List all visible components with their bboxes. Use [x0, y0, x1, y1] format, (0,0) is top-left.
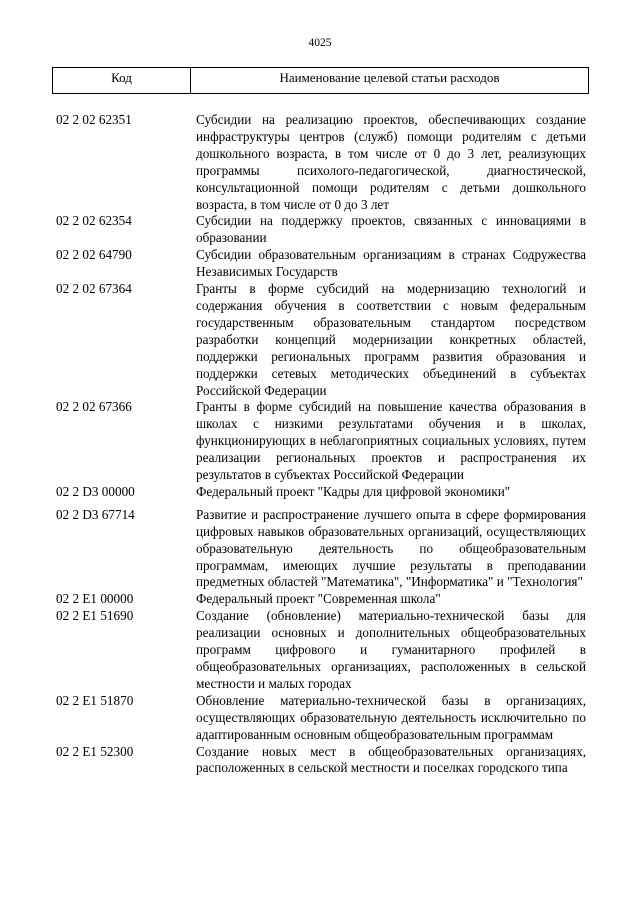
table-row	[0, 744, 640, 778]
row-code: 02 2 02 62351	[56, 112, 132, 127]
row-description: Создание (обновление) материально-технической базы для реализации основных и дополнительных общеобразовательных программ цифрового и гуманитарного профилей в общеобразовательных организациях, расположенных в сельской местности и малых городах	[196, 608, 586, 691]
table-row	[0, 484, 640, 501]
row-description: Федеральный проект "Современная школа"	[196, 591, 441, 607]
table-row	[0, 507, 640, 592]
row-description: Гранты в форме субсидий на повышение качества образования в школах с низкими результатами обучения и в школах, функционирующих в неблагоприятных социальных условиях, путем реализации региональных проектов и распространения их результатов в субъектах Российской Федерации	[196, 399, 586, 483]
row-description: Гранты в форме субсидий на модернизацию технологий и содержания обучения в соответствии с новым федеральным государственным образовательным стандартом посредством разработки концепций модернизации конкретных областей, поддержки региональных программ развития образования и поддержки сетевых методических объединений в субъектах Российской Федерации	[196, 281, 586, 398]
row-description: Субсидии на реализацию проектов, обеспечивающих создание инфраструктуры центров (служб) помощи родителям с детьми дошкольного возраста, в том числе от 0 до 3 лет, реализующих программы психолого-педагогической, диагностической, консультационной помощи родителям с детьми дошкольного возраста, в том числе от 0 до 3 лет	[196, 112, 586, 212]
table-row	[0, 281, 640, 399]
row-code: 02 2 D3 00000	[56, 483, 135, 499]
row-code: 02 2 E1 00000	[56, 591, 134, 607]
table-row	[0, 399, 640, 484]
table-row	[0, 591, 640, 608]
column-header-name: Наименование целевой статьи расходов	[279, 70, 500, 85]
row-description: Субсидии на поддержку проектов, связанных с инновациями в образовании	[196, 213, 586, 246]
row-code: 02 2 02 62354	[56, 213, 132, 229]
table-row	[0, 247, 640, 281]
column-header-code: Код	[53, 68, 191, 93]
table-row	[0, 213, 640, 247]
table-row	[0, 693, 640, 744]
row-code: 02 2 D3 67714	[56, 506, 135, 522]
row-code: 02 2 E1 51870	[56, 692, 134, 708]
row-description: Федеральный проект "Кадры для цифровой экономики"	[196, 483, 511, 499]
row-code: 02 2 02 64790	[56, 247, 132, 263]
table-body	[0, 112, 640, 777]
row-description: Субсидии образовательным организациям в странах Содружества Независимых Государств	[196, 247, 586, 280]
row-code: 02 2 E1 51690	[56, 608, 134, 624]
row-code: 02 2 02 67364	[56, 281, 132, 297]
page-number: 4025	[308, 37, 332, 49]
table-header	[52, 67, 589, 94]
row-description: Обновление материально-технической базы в организациях, осуществляющих образовательную деятельность исключительно по адаптированным основным общеобразовательным программам	[196, 692, 586, 742]
row-description: Развитие и распространение лучшего опыта в сфере формирования цифровых навыков образовательных организаций, осуществляющих образовательную деятельность по общеобразовательным программам, имеющих лучшие результаты в преподавании предметных областей "Математика", "Информатика" и "Технология"	[196, 506, 586, 590]
table-row	[0, 112, 640, 213]
table-row	[0, 608, 640, 693]
row-code: 02 2 E1 52300	[56, 743, 134, 759]
row-description: Создание новых мест в общеобразовательных организациях, расположенных в сельской местности и поселках городского типа	[196, 743, 586, 776]
row-code: 02 2 02 67366	[56, 399, 132, 415]
